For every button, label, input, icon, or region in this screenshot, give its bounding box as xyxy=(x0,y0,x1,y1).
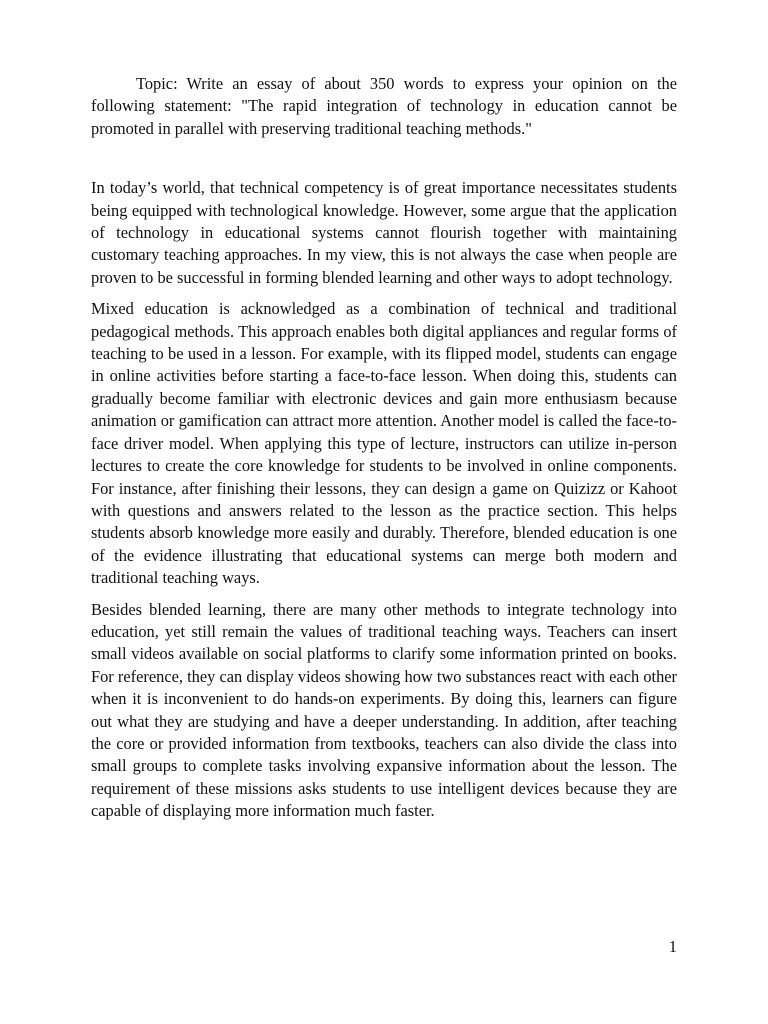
body-paragraph-1: Mixed education is acknowledged as a combination of technical and traditional pedagogical methods. This approach enables both digital appliances and regular forms of teaching to be used in a lesson. For example, with its flipped model, students can engage in online activities before starting a face-to-face lesson. When doing this, students can gradually become familiar with electronic devices and gain more enthusiasm because animation or gamification can attract more attention. Another model is called the face-to-face driver model. When applying this type of lecture, instructors can utilize in-person lectures to create the core knowledge for students to be involved in online components. For instance, after finishing their lessons, they can design a game on Quizizz or Kahoot with questions and answers related to the lesson as the practice section. This helps students absorb knowledge more easily and durably. Therefore, blended education is one of the evidence illustrating that educational systems can merge both modern and traditional teaching ways. xyxy=(91,299,677,588)
intro-paragraph: In today’s world, that technical competency is of great importance necessitates students being equipped with technological knowledge. However, some argue that the application of technology in educational systems cannot flourish together with maintaining customary teaching approaches. In my view, this is not always the case when people are proven to be successful in forming blended learning and other ways to adopt technology. xyxy=(91,178,677,287)
essay-body xyxy=(91,73,677,823)
body-paragraph-2: Besides blended learning, there are many other methods to integrate technology into education, yet still remain the values of traditional teaching ways. Teachers can insert small videos available on social platforms to clarify some information printed on books. For reference, they can display videos showing how two substances react with each other when it is inconvenient to do hands-on experiments. By doing this, learners can figure out what they are studying and have a deeper understanding. In addition, after teaching the core or provided information from textbooks, teachers can also divide the class into small groups to complete tasks involving expansive information about the lesson. The requirement of these missions asks students to use intelligent devices because they are capable of displaying more information much faster. xyxy=(91,599,677,821)
page-number: 1 xyxy=(668,937,677,956)
essay-topic: Topic: Write an essay of about 350 words to express your opinion on the following statement: "The rapid integration of technology in education cannot be promoted in parallel with preserving traditional teaching methods." xyxy=(91,74,677,138)
